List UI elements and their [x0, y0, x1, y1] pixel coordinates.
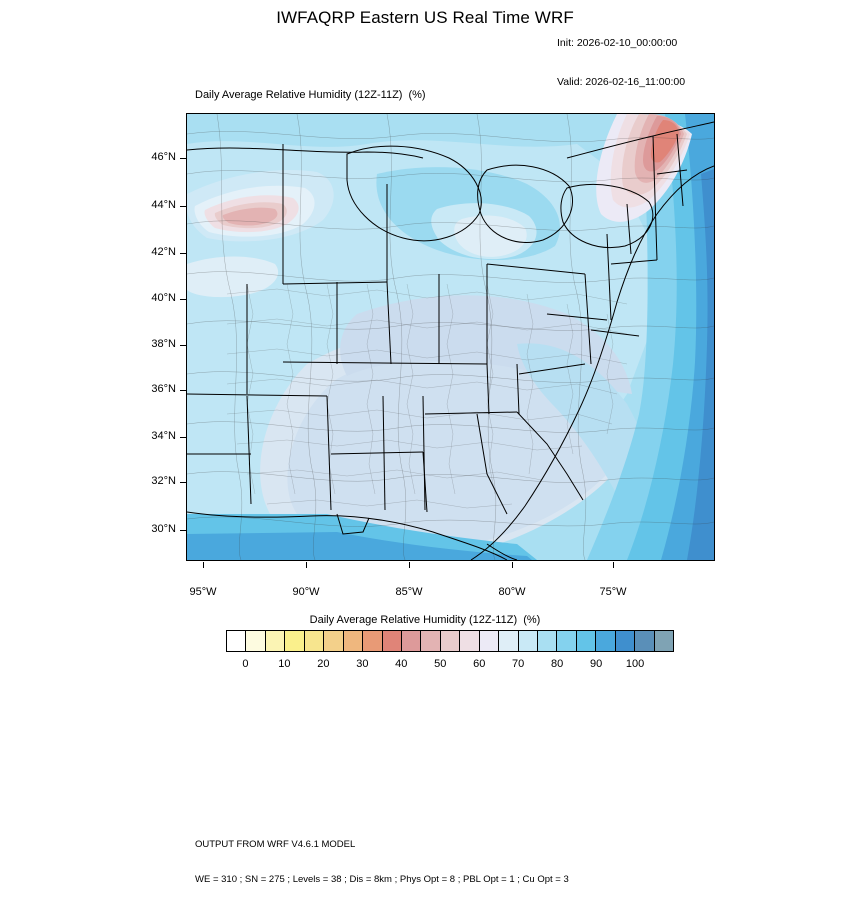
lon-label-80w: 80°W [498, 586, 526, 598]
colorbar-swatch-21 [635, 631, 654, 651]
lon-tick-80w [512, 562, 513, 568]
colorbar-swatch-5 [324, 631, 343, 651]
lat-label-46: 46°N [151, 151, 176, 163]
lat-tick-46 [180, 158, 186, 159]
lat-tick-44 [180, 206, 186, 207]
model-output-footer [195, 816, 569, 897]
run-info-block [557, 11, 685, 102]
lat-label-30: 30°N [151, 523, 176, 535]
lon-tick-85w [409, 562, 410, 568]
lat-tick-42 [180, 253, 186, 254]
colorbar-swatch-2 [266, 631, 285, 651]
colorbar[interactable] [226, 630, 674, 652]
lon-tick-75w [613, 562, 614, 568]
colorbar-tick-70: 70 [512, 658, 525, 670]
footer-line-1: OUTPUT FROM WRF V4.6.1 MODEL [195, 839, 356, 850]
colorbar-swatch-14 [499, 631, 518, 651]
panel-title [195, 89, 426, 101]
colorbar-swatch-19 [596, 631, 615, 651]
lon-label-85w: 85°W [395, 586, 423, 598]
colorbar-tick-20: 20 [317, 658, 330, 670]
colorbar-swatch-1 [246, 631, 265, 651]
colorbar-swatch-20 [616, 631, 635, 651]
lat-tick-38 [180, 345, 186, 346]
colorbar-swatch-0 [227, 631, 246, 651]
colorbar-tick-50: 50 [434, 658, 447, 670]
lon-tick-95w [203, 562, 204, 568]
lat-label-42: 42°N [151, 246, 176, 258]
lon-label-75w: 75°W [599, 586, 627, 598]
colorbar-swatch-18 [577, 631, 596, 651]
lon-label-95w: 95°W [189, 586, 217, 598]
map-plot-area[interactable] [186, 113, 715, 561]
lat-tick-36 [180, 390, 186, 391]
relative-humidity-contour-map [187, 114, 714, 560]
colorbar-swatch-11 [441, 631, 460, 651]
lat-label-32: 32°N [151, 475, 176, 487]
colorbar-tick-60: 60 [473, 658, 486, 670]
lat-tick-40 [180, 299, 186, 300]
colorbar-swatch-16 [538, 631, 557, 651]
lat-label-44: 44°N [151, 199, 176, 211]
lat-tick-32 [180, 482, 186, 483]
colorbar-title [0, 614, 850, 626]
page-title: IWFAQRP Eastern US Real Time WRF [276, 8, 574, 27]
colorbar-title-units: (%) [523, 614, 541, 626]
colorbar-tick-90: 90 [589, 658, 603, 670]
latitude-axis [0, 113, 186, 561]
lon-label-90w: 90°W [292, 586, 320, 598]
init-time-label: Init: 2026-02-10_00:00:00 [557, 37, 678, 49]
colorbar-swatch-6 [344, 631, 363, 651]
lat-label-36: 36°N [151, 383, 176, 395]
lat-label-40: 40°N [151, 292, 176, 304]
colorbar-swatch-7 [363, 631, 382, 651]
colorbar-swatch-12 [460, 631, 479, 651]
colorbar-tick-0: 0 [242, 658, 249, 670]
colorbar-title-text: Daily Average Relative Humidity (12Z-11Z) [309, 614, 518, 626]
colorbar-swatch-15 [519, 631, 538, 651]
footer-line-2: WE = 310 ; SN = 275 ; Levels = 38 ; Dis = 8km ; Phys Opt = 8 ; PBL Opt = 1 ; Cu Opt = 3 [195, 873, 569, 885]
panel-title-units: (%) [408, 89, 426, 101]
colorbar-tick-80: 80 [551, 658, 564, 670]
colorbar-swatch-17 [557, 631, 576, 651]
lat-label-38: 38°N [151, 338, 176, 350]
lon-tick-90w [306, 562, 307, 568]
colorbar-swatch-10 [421, 631, 440, 651]
panel-title-text: Daily Average Relative Humidity (12Z-11Z) [195, 89, 403, 101]
colorbar-tick-10: 10 [278, 658, 291, 670]
colorbar-tick-labels [226, 658, 674, 674]
colorbar-swatch-4 [305, 631, 324, 651]
lat-tick-34 [180, 437, 186, 438]
colorbar-swatch-3 [285, 631, 304, 651]
colorbar-tick-30: 30 [356, 658, 369, 670]
lat-tick-30 [180, 530, 186, 531]
colorbar-swatch-8 [383, 631, 402, 651]
colorbar-swatch-13 [480, 631, 499, 651]
valid-time-label: Valid: 2026-02-16_11:00:00 [557, 76, 686, 88]
colorbar-tick-100: 100 [625, 658, 645, 670]
lat-label-34: 34°N [151, 430, 176, 442]
colorbar-swatch-22 [655, 631, 673, 651]
colorbar-tick-40: 40 [395, 658, 408, 670]
colorbar-swatch-9 [402, 631, 421, 651]
